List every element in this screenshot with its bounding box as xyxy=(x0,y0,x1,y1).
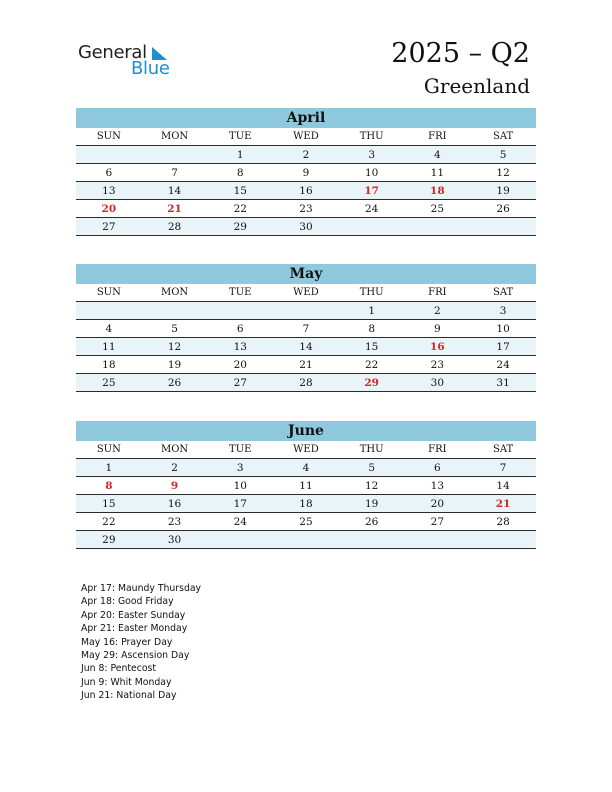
week-row xyxy=(76,218,536,236)
day-cell: 17 xyxy=(207,495,273,513)
day-cell: 31 xyxy=(470,374,536,392)
month-calendar-may xyxy=(76,264,536,392)
day-cell: 9 xyxy=(273,164,339,182)
day-cell: 27 xyxy=(405,513,471,531)
day-cell: 29 xyxy=(76,531,142,549)
weekday-label: MON xyxy=(142,128,208,146)
day-cell: 9 xyxy=(142,477,208,495)
day-cell: 22 xyxy=(76,513,142,531)
weekday-label: FRI xyxy=(405,128,471,146)
day-cell: 5 xyxy=(142,320,208,338)
day-cell: 18 xyxy=(76,356,142,374)
holiday-note: Jun 9: Whit Monday xyxy=(81,676,172,688)
day-cell: 25 xyxy=(76,374,142,392)
month-calendar-april xyxy=(76,108,536,236)
day-cell: 4 xyxy=(405,146,471,164)
day-cell: 27 xyxy=(207,374,273,392)
day-cell: 26 xyxy=(339,513,405,531)
day-cell: 30 xyxy=(273,218,339,236)
day-cell: 22 xyxy=(207,200,273,218)
day-cell: 13 xyxy=(405,477,471,495)
day-cell: 24 xyxy=(470,356,536,374)
weekday-label: FRI xyxy=(405,284,471,302)
weekday-label: WED xyxy=(273,441,339,459)
day-cell: 18 xyxy=(273,495,339,513)
day-cell: 11 xyxy=(405,164,471,182)
week-row xyxy=(76,513,536,531)
day-cell: 21 xyxy=(470,495,536,513)
day-cell: 30 xyxy=(405,374,471,392)
day-cell: 20 xyxy=(76,200,142,218)
day-cell: 19 xyxy=(470,182,536,200)
day-cell: 13 xyxy=(207,338,273,356)
logo-word-blue: Blue xyxy=(131,58,170,79)
weekday-label: WED xyxy=(273,128,339,146)
week-row xyxy=(76,374,536,392)
weekday-label: TUE xyxy=(207,441,273,459)
day-cell: 12 xyxy=(142,338,208,356)
weekday-label: SUN xyxy=(76,284,142,302)
day-cell: 7 xyxy=(470,459,536,477)
day-cell: 16 xyxy=(273,182,339,200)
day-cell xyxy=(339,218,405,236)
weekday-label: SAT xyxy=(470,441,536,459)
week-row xyxy=(76,338,536,356)
day-cell xyxy=(470,218,536,236)
day-cell: 1 xyxy=(339,302,405,320)
holiday-note: May 16: Prayer Day xyxy=(81,636,173,648)
day-cell: 12 xyxy=(339,477,405,495)
weekday-header-row xyxy=(76,128,536,146)
day-cell: 17 xyxy=(470,338,536,356)
holiday-note: Jun 8: Pentecost xyxy=(81,663,157,675)
day-cell: 8 xyxy=(76,477,142,495)
weekday-label: SAT xyxy=(470,284,536,302)
day-cell: 25 xyxy=(273,513,339,531)
day-cell: 25 xyxy=(405,200,471,218)
brand-logo xyxy=(78,42,178,78)
week-row xyxy=(76,356,536,374)
weekday-label: TUE xyxy=(207,128,273,146)
day-cell: 19 xyxy=(339,495,405,513)
day-cell: 29 xyxy=(339,374,405,392)
day-cell xyxy=(142,302,208,320)
day-cell xyxy=(273,531,339,549)
day-cell xyxy=(405,218,471,236)
day-cell: 23 xyxy=(405,356,471,374)
month-name: April xyxy=(76,108,536,128)
day-cell: 30 xyxy=(142,531,208,549)
day-cell: 8 xyxy=(339,320,405,338)
day-cell: 15 xyxy=(207,182,273,200)
holiday-note: Apr 17: Maundy Thursday xyxy=(81,583,202,594)
weekday-header-row xyxy=(76,284,536,302)
month-grid xyxy=(76,441,536,549)
day-cell: 2 xyxy=(142,459,208,477)
weekday-label: SAT xyxy=(470,128,536,146)
day-cell: 14 xyxy=(470,477,536,495)
day-cell xyxy=(339,531,405,549)
day-cell: 20 xyxy=(405,495,471,513)
weekday-label: SUN xyxy=(76,441,142,459)
day-cell: 1 xyxy=(207,146,273,164)
weekday-header-row xyxy=(76,441,536,459)
holiday-note: Apr 20: Easter Sunday xyxy=(81,609,186,621)
day-cell: 4 xyxy=(273,459,339,477)
day-cell: 28 xyxy=(470,513,536,531)
day-cell: 26 xyxy=(142,374,208,392)
day-cell: 28 xyxy=(273,374,339,392)
month-name: June xyxy=(76,421,536,441)
weekday-label: MON xyxy=(142,284,208,302)
week-row xyxy=(76,164,536,182)
day-cell: 13 xyxy=(76,182,142,200)
day-cell: 3 xyxy=(207,459,273,477)
week-row xyxy=(76,146,536,164)
weekday-label: WED xyxy=(273,284,339,302)
day-cell: 21 xyxy=(273,356,339,374)
day-cell: 14 xyxy=(273,338,339,356)
day-cell: 7 xyxy=(273,320,339,338)
weekday-label: MON xyxy=(142,441,208,459)
holiday-note: May 29: Ascension Day xyxy=(81,650,190,662)
day-cell: 6 xyxy=(76,164,142,182)
day-cell: 9 xyxy=(405,320,471,338)
day-cell: 26 xyxy=(470,200,536,218)
weekday-label: TUE xyxy=(207,284,273,302)
day-cell: 23 xyxy=(142,513,208,531)
day-cell: 2 xyxy=(273,146,339,164)
day-cell: 28 xyxy=(142,218,208,236)
day-cell: 3 xyxy=(339,146,405,164)
week-row xyxy=(76,477,536,495)
day-cell: 11 xyxy=(76,338,142,356)
day-cell: 16 xyxy=(405,338,471,356)
week-row xyxy=(76,200,536,218)
day-cell xyxy=(207,531,273,549)
month-grid xyxy=(76,284,536,392)
day-cell xyxy=(207,302,273,320)
month-grid xyxy=(76,128,536,236)
day-cell: 24 xyxy=(339,200,405,218)
day-cell xyxy=(142,146,208,164)
day-cell: 21 xyxy=(142,200,208,218)
day-cell: 15 xyxy=(339,338,405,356)
day-cell xyxy=(76,302,142,320)
page-title: 2025 – Q2 xyxy=(391,38,530,69)
day-cell: 5 xyxy=(339,459,405,477)
week-row xyxy=(76,495,536,513)
holiday-notes-list xyxy=(81,582,201,703)
day-cell: 8 xyxy=(207,164,273,182)
weekday-label: FRI xyxy=(405,441,471,459)
week-row xyxy=(76,320,536,338)
day-cell: 1 xyxy=(76,459,142,477)
day-cell: 6 xyxy=(207,320,273,338)
day-cell: 2 xyxy=(405,302,471,320)
day-cell: 18 xyxy=(405,182,471,200)
day-cell: 5 xyxy=(470,146,536,164)
weekday-label: THU xyxy=(339,284,405,302)
week-row xyxy=(76,302,536,320)
day-cell xyxy=(273,302,339,320)
month-name: May xyxy=(76,264,536,284)
day-cell: 15 xyxy=(76,495,142,513)
week-row xyxy=(76,459,536,477)
month-calendar-june xyxy=(76,421,536,549)
day-cell: 10 xyxy=(207,477,273,495)
day-cell: 11 xyxy=(273,477,339,495)
day-cell: 24 xyxy=(207,513,273,531)
day-cell xyxy=(405,531,471,549)
day-cell: 23 xyxy=(273,200,339,218)
weekday-label: SUN xyxy=(76,128,142,146)
country-subtitle: Greenland xyxy=(423,74,530,98)
week-row xyxy=(76,531,536,549)
day-cell: 29 xyxy=(207,218,273,236)
day-cell xyxy=(470,531,536,549)
weekday-label: THU xyxy=(339,441,405,459)
day-cell: 17 xyxy=(339,182,405,200)
holiday-note: Apr 21: Easter Monday xyxy=(81,623,188,635)
day-cell: 20 xyxy=(207,356,273,374)
day-cell: 14 xyxy=(142,182,208,200)
day-cell: 16 xyxy=(142,495,208,513)
day-cell: 19 xyxy=(142,356,208,374)
weekday-label: THU xyxy=(339,128,405,146)
holiday-note: Jun 21: National Day xyxy=(81,690,177,702)
day-cell: 22 xyxy=(339,356,405,374)
logo-word-general: General xyxy=(78,42,147,63)
week-row xyxy=(76,182,536,200)
day-cell xyxy=(76,146,142,164)
day-cell: 7 xyxy=(142,164,208,182)
holiday-note: Apr 18: Good Friday xyxy=(81,596,174,608)
day-cell: 12 xyxy=(470,164,536,182)
day-cell: 6 xyxy=(405,459,471,477)
day-cell: 4 xyxy=(76,320,142,338)
day-cell: 27 xyxy=(76,218,142,236)
day-cell: 3 xyxy=(470,302,536,320)
day-cell: 10 xyxy=(339,164,405,182)
day-cell: 10 xyxy=(470,320,536,338)
